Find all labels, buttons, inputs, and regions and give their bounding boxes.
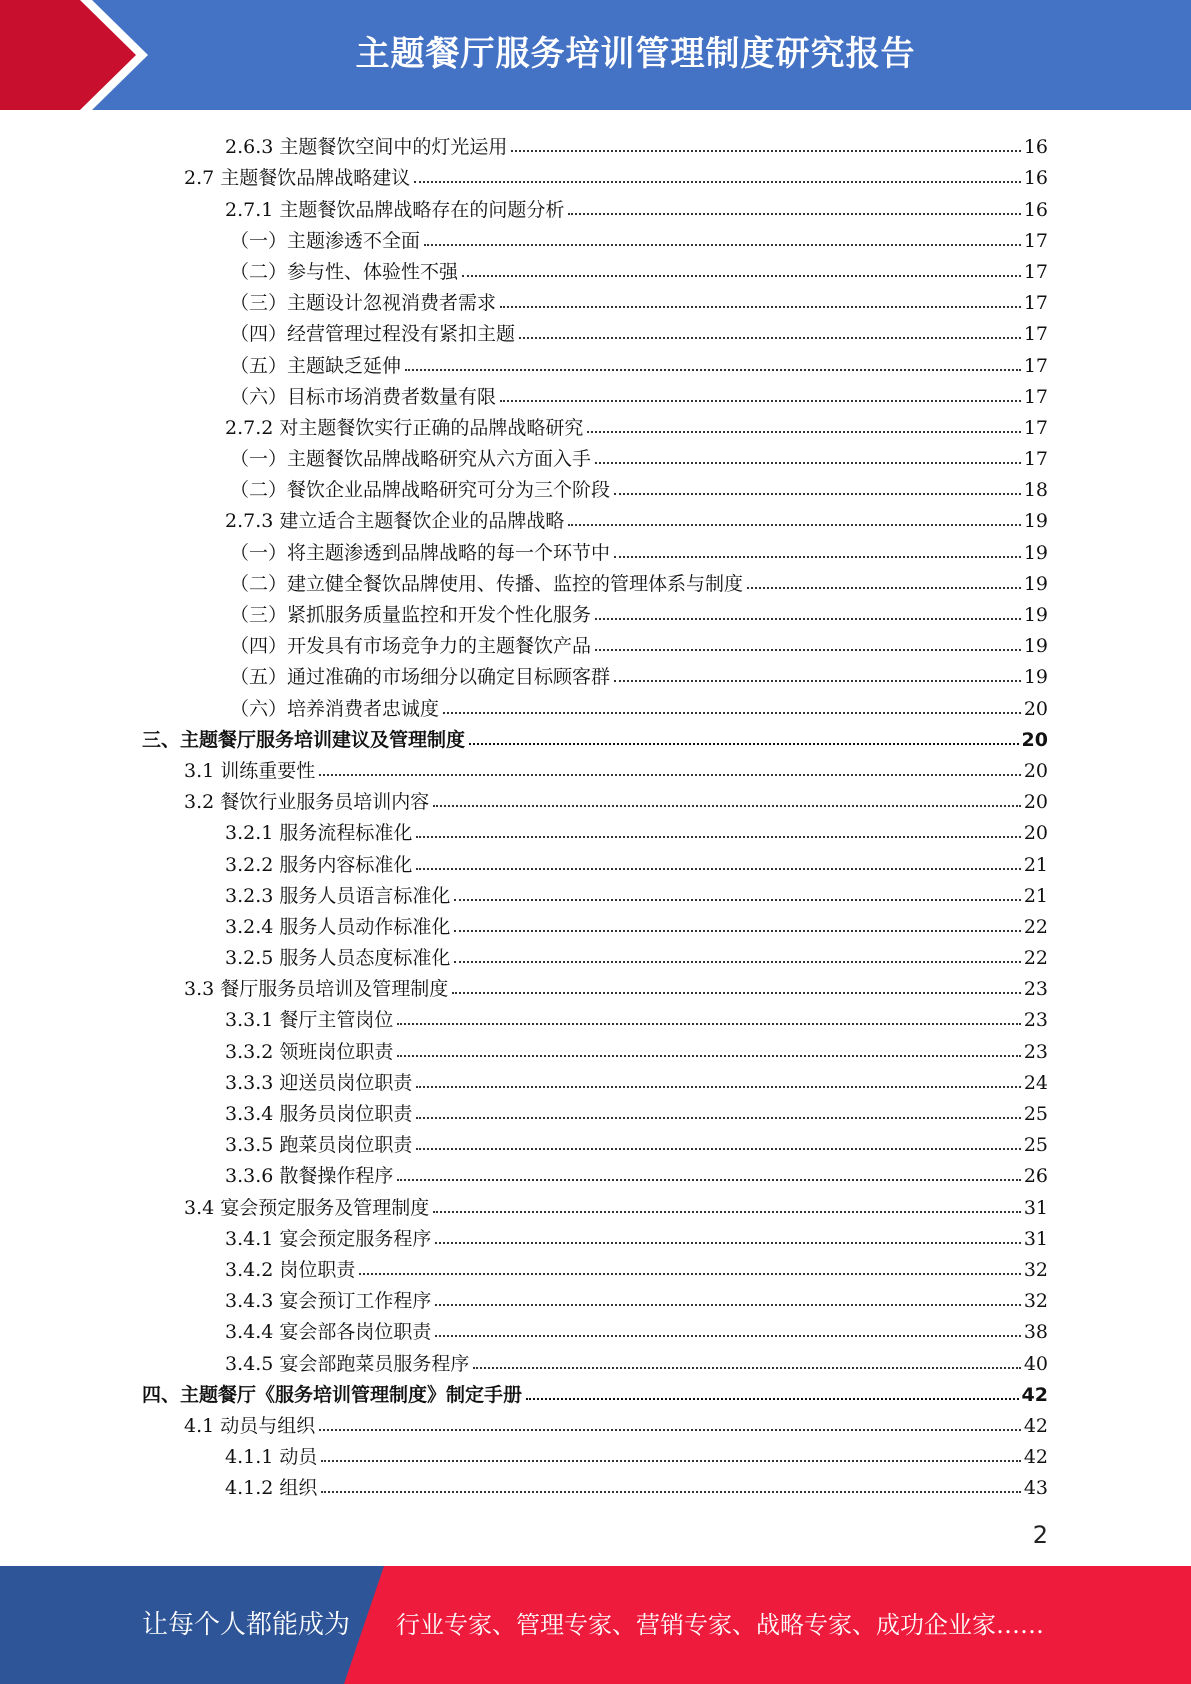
toc-entry-page: 20 bbox=[1023, 759, 1048, 782]
toc-entry-page: 21 bbox=[1023, 884, 1048, 907]
toc-entry-title: 3.3.5 跑菜员岗位职责 bbox=[225, 1134, 413, 1157]
header-arrow-decoration bbox=[0, 0, 160, 110]
toc-dot-leader bbox=[469, 743, 1019, 745]
toc-entry[interactable] bbox=[0, 314, 1191, 345]
toc-entry-title: 2.7.3 建立适合主题餐饮企业的品牌战略 bbox=[225, 510, 565, 533]
toc-entry-page: 16 bbox=[1023, 136, 1048, 159]
toc-dot-leader bbox=[500, 400, 1021, 402]
toc-entry-title: 3.2.4 服务人员动作标准化 bbox=[225, 915, 451, 938]
toc-entry-page: 23 bbox=[1023, 978, 1048, 1001]
toc-entry-title: （三）主题设计忽视消费者需求 bbox=[230, 292, 497, 315]
toc-entry-title: 3.3 餐厅服务员培训及管理制度 bbox=[184, 978, 449, 1001]
toc-entry-page: 32 bbox=[1023, 1258, 1048, 1281]
toc-entry[interactable] bbox=[0, 657, 1191, 688]
toc-entry[interactable] bbox=[0, 158, 1191, 189]
toc-dot-leader bbox=[595, 462, 1021, 464]
toc-entry[interactable] bbox=[0, 813, 1191, 844]
toc-dot-leader bbox=[435, 1335, 1020, 1337]
toc-entry-page: 19 bbox=[1023, 635, 1048, 658]
toc-entry-title: 3.4 宴会预定服务及管理制度 bbox=[184, 1196, 430, 1219]
toc-entry-page: 42 bbox=[1021, 1383, 1048, 1406]
toc-entry-page: 16 bbox=[1023, 167, 1048, 190]
toc-entry-page: 17 bbox=[1023, 260, 1048, 283]
toc-entry-page: 17 bbox=[1023, 229, 1048, 252]
toc-entry[interactable] bbox=[0, 1250, 1191, 1281]
toc-entry-page: 22 bbox=[1023, 915, 1048, 938]
footer-slogan-right: 行业专家、管理专家、营销专家、战略专家、成功企业家…… bbox=[396, 1611, 1044, 1639]
toc-entry-title: （一）主题餐饮品牌战略研究从六方面入手 bbox=[230, 448, 592, 471]
toc-entry[interactable] bbox=[0, 345, 1191, 376]
toc-entry-page: 21 bbox=[1023, 853, 1048, 876]
toc-entry[interactable] bbox=[0, 907, 1191, 938]
toc-entry-title: 3.2.1 服务流程标准化 bbox=[225, 822, 413, 845]
toc-entry[interactable] bbox=[0, 844, 1191, 875]
toc-entry-title: 2.7 主题餐饮品牌战略建议 bbox=[184, 167, 411, 190]
toc-entry-page: 19 bbox=[1023, 510, 1048, 533]
toc-dot-leader bbox=[595, 618, 1021, 620]
toc-dot-leader bbox=[443, 712, 1021, 714]
toc-entry-page: 25 bbox=[1023, 1134, 1048, 1157]
toc-entry[interactable] bbox=[0, 408, 1191, 439]
toc-entry-title: 2.7.1 主题餐饮品牌战略存在的问题分析 bbox=[225, 198, 565, 221]
toc-entry-title: 3.4.3 宴会预订工作程序 bbox=[225, 1290, 432, 1313]
toc-dot-leader bbox=[595, 649, 1021, 651]
toc-entry[interactable] bbox=[0, 221, 1191, 252]
toc-dot-leader bbox=[405, 369, 1021, 371]
toc-entry-page: 19 bbox=[1023, 572, 1048, 595]
toc-entry-title: 3.2.3 服务人员语言标准化 bbox=[225, 884, 451, 907]
toc-entry[interactable] bbox=[0, 876, 1191, 907]
toc-entry[interactable] bbox=[0, 283, 1191, 314]
toc-entry-page: 24 bbox=[1023, 1071, 1048, 1094]
toc-entry-title: （五）通过准确的市场细分以确定目标顾客群 bbox=[230, 666, 611, 689]
toc-entry[interactable] bbox=[0, 1031, 1191, 1062]
toc-entry[interactable] bbox=[0, 189, 1191, 220]
toc-dot-leader bbox=[416, 1148, 1020, 1150]
toc-entry[interactable] bbox=[0, 1063, 1191, 1094]
toc-entry-page: 19 bbox=[1023, 604, 1048, 626]
toc-entry-title: 3.4.2 岗位职责 bbox=[225, 1258, 356, 1281]
toc-entry-page: 16 bbox=[1023, 198, 1048, 221]
page-number: 2 bbox=[1032, 1521, 1048, 1549]
toc-dot-leader bbox=[321, 1460, 1020, 1462]
toc-dot-leader bbox=[433, 805, 1021, 807]
page-header bbox=[0, 0, 1191, 110]
toc-entry[interactable] bbox=[0, 1375, 1191, 1406]
toc-dot-leader bbox=[319, 774, 1021, 776]
toc-entry-page: 17 bbox=[1023, 416, 1048, 439]
toc-entry-page: 17 bbox=[1023, 385, 1048, 408]
toc-entry-page: 17 bbox=[1023, 448, 1048, 471]
toc-entry-page: 17 bbox=[1023, 354, 1048, 377]
toc-entry-title: 3.3.1 餐厅主管岗位 bbox=[225, 1009, 394, 1032]
toc-dot-leader bbox=[433, 1211, 1021, 1213]
toc-entry-title: 3.2.2 服务内容标准化 bbox=[225, 853, 413, 876]
toc-dot-leader bbox=[416, 868, 1020, 870]
toc-entry-title: 3.2.5 服务人员态度标准化 bbox=[225, 947, 451, 970]
toc-entry[interactable] bbox=[0, 938, 1191, 969]
toc-entry-page: 26 bbox=[1023, 1165, 1048, 1188]
page-footer bbox=[0, 1566, 1191, 1684]
toc-entry-title: （六）培养消费者忠诚度 bbox=[230, 697, 440, 720]
toc-dot-leader bbox=[568, 213, 1020, 215]
toc-dot-leader bbox=[462, 275, 1021, 277]
toc-entry-page: 40 bbox=[1023, 1352, 1048, 1375]
toc-dot-leader bbox=[416, 1086, 1020, 1088]
toc-entry[interactable] bbox=[0, 377, 1191, 408]
toc-entry-page: 20 bbox=[1023, 791, 1048, 814]
toc-entry[interactable] bbox=[0, 1094, 1191, 1125]
toc-dot-leader bbox=[424, 244, 1021, 246]
toc-entry-page: 18 bbox=[1023, 479, 1048, 502]
toc-entry-page: 38 bbox=[1023, 1321, 1048, 1344]
toc-dot-leader bbox=[435, 1242, 1020, 1244]
toc-entry[interactable] bbox=[0, 1125, 1191, 1156]
toc-dot-leader bbox=[747, 587, 1021, 589]
toc-entry-title: 2.7.2 对主题餐饮实行正确的品牌战略研究 bbox=[225, 416, 584, 439]
toc-entry-title: 3.3.2 领班岗位职责 bbox=[225, 1040, 394, 1063]
toc-dot-leader bbox=[416, 836, 1020, 838]
toc-dot-leader bbox=[319, 1429, 1021, 1431]
toc-entry[interactable] bbox=[0, 532, 1191, 563]
toc-entry[interactable] bbox=[0, 688, 1191, 719]
toc-dot-leader bbox=[568, 524, 1020, 526]
table-of-contents bbox=[0, 127, 1191, 1499]
toc-entry-title: 3.4.1 宴会预定服务程序 bbox=[225, 1227, 432, 1250]
toc-dot-leader bbox=[614, 556, 1021, 558]
toc-entry-title: 三、主题餐厅服务培训建议及管理制度 bbox=[142, 728, 466, 751]
toc-entry-title: 4.1 动员与组织 bbox=[184, 1414, 316, 1437]
toc-dot-leader bbox=[321, 1491, 1020, 1493]
toc-entry-title: 3.3.4 服务员岗位职责 bbox=[225, 1103, 413, 1125]
toc-entry-title: （三）紧抓服务质量监控和开发个性化服务 bbox=[230, 604, 592, 626]
toc-entry-title: （二）餐饮企业品牌战略研究可分为三个阶段 bbox=[230, 479, 611, 502]
toc-entry-page: 31 bbox=[1023, 1196, 1048, 1219]
toc-entry-page: 22 bbox=[1023, 947, 1048, 970]
toc-entry[interactable] bbox=[0, 1219, 1191, 1250]
toc-entry[interactable] bbox=[0, 1312, 1191, 1343]
toc-entry[interactable] bbox=[0, 1343, 1191, 1374]
toc-dot-leader bbox=[454, 961, 1020, 963]
toc-entry-page: 20 bbox=[1023, 822, 1048, 845]
toc-entry[interactable] bbox=[0, 1156, 1191, 1187]
toc-dot-leader bbox=[519, 337, 1021, 339]
toc-entry-page: 42 bbox=[1023, 1414, 1048, 1437]
toc-dot-leader bbox=[454, 899, 1020, 901]
toc-entry-page: 31 bbox=[1023, 1227, 1048, 1250]
toc-entry[interactable] bbox=[0, 751, 1191, 782]
toc-entry-page: 20 bbox=[1021, 728, 1048, 751]
toc-dot-leader bbox=[359, 1273, 1020, 1275]
toc-entry[interactable] bbox=[0, 470, 1191, 501]
toc-entry-title: （二）建立健全餐饮品牌使用、传播、监控的管理体系与制度 bbox=[230, 572, 744, 595]
toc-entry[interactable] bbox=[0, 782, 1191, 813]
toc-entry[interactable] bbox=[0, 252, 1191, 283]
toc-entry-page: 32 bbox=[1023, 1290, 1048, 1313]
toc-entry[interactable] bbox=[0, 439, 1191, 470]
toc-entry-title: （四）经营管理过程没有紧扣主题 bbox=[230, 323, 516, 346]
toc-entry[interactable] bbox=[0, 564, 1191, 595]
toc-entry-title: 3.3.6 散餐操作程序 bbox=[225, 1165, 394, 1188]
toc-entry[interactable] bbox=[0, 595, 1191, 626]
toc-entry-title: 2.6.3 主题餐饮空间中的灯光运用 bbox=[225, 136, 508, 159]
toc-entry-title: 3.4.5 宴会部跑菜员服务程序 bbox=[225, 1352, 470, 1375]
toc-entry[interactable] bbox=[0, 1406, 1191, 1437]
toc-entry-page: 23 bbox=[1023, 1040, 1048, 1063]
toc-dot-leader bbox=[452, 992, 1021, 994]
footer-slogan-left: 让每个人都能成为 bbox=[142, 1610, 351, 1640]
toc-dot-leader bbox=[397, 1179, 1020, 1181]
toc-entry-title: 四、主题餐厅《服务培训管理制度》制定手册 bbox=[142, 1383, 523, 1406]
toc-entry[interactable] bbox=[0, 1437, 1191, 1468]
toc-entry[interactable] bbox=[0, 720, 1191, 751]
toc-entry[interactable] bbox=[0, 1281, 1191, 1312]
document-title: 主题餐厅服务培训管理制度研究报告 bbox=[355, 34, 916, 74]
toc-dot-leader bbox=[614, 680, 1021, 682]
toc-entry-page: 17 bbox=[1023, 292, 1048, 315]
toc-entry-page: 23 bbox=[1023, 1009, 1048, 1032]
toc-entry-title: （一）将主题渗透到品牌战略的每一个环节中 bbox=[230, 541, 611, 564]
toc-dot-leader bbox=[511, 150, 1020, 152]
toc-dot-leader bbox=[416, 1117, 1020, 1119]
toc-dot-leader bbox=[614, 493, 1021, 495]
toc-entry[interactable] bbox=[0, 127, 1191, 158]
toc-dot-leader bbox=[435, 1304, 1020, 1306]
toc-entry[interactable] bbox=[0, 969, 1191, 1000]
toc-entry-page: 19 bbox=[1023, 541, 1048, 564]
toc-entry-title: （五）主题缺乏延伸 bbox=[230, 354, 402, 377]
toc-entry-title: 4.1.2 组织 bbox=[225, 1477, 318, 1500]
toc-entry-page: 42 bbox=[1023, 1446, 1048, 1469]
toc-entry-title: （六）目标市场消费者数量有限 bbox=[230, 385, 497, 408]
toc-entry-page: 17 bbox=[1023, 323, 1048, 346]
toc-dot-leader bbox=[414, 181, 1021, 183]
toc-entry-page: 19 bbox=[1023, 666, 1048, 689]
toc-entry[interactable] bbox=[0, 1187, 1191, 1218]
toc-entry-title: （二）参与性、体验性不强 bbox=[230, 260, 459, 283]
toc-entry[interactable] bbox=[0, 1468, 1191, 1499]
toc-dot-leader bbox=[397, 1023, 1020, 1025]
toc-dot-leader bbox=[473, 1367, 1020, 1369]
toc-entry-title: 4.1.1 动员 bbox=[225, 1446, 318, 1469]
toc-entry-page: 43 bbox=[1023, 1477, 1048, 1500]
toc-entry-title: 3.1 训练重要性 bbox=[184, 759, 316, 782]
toc-entry[interactable] bbox=[0, 626, 1191, 657]
toc-entry-title: （一）主题渗透不全面 bbox=[230, 229, 421, 252]
toc-dot-leader bbox=[500, 306, 1021, 308]
toc-entry[interactable] bbox=[0, 501, 1191, 532]
toc-entry-page: 25 bbox=[1023, 1103, 1048, 1125]
toc-dot-leader bbox=[397, 1055, 1020, 1057]
toc-entry-title: 3.2 餐饮行业服务员培训内容 bbox=[184, 791, 430, 814]
toc-dot-leader bbox=[454, 930, 1020, 932]
toc-entry[interactable] bbox=[0, 1000, 1191, 1031]
toc-entry-title: 3.4.4 宴会部各岗位职责 bbox=[225, 1321, 432, 1344]
toc-dot-leader bbox=[587, 431, 1020, 433]
toc-entry-title: （四）开发具有市场竞争力的主题餐饮产品 bbox=[230, 635, 592, 658]
toc-entry-title: 3.3.3 迎送员岗位职责 bbox=[225, 1071, 413, 1094]
toc-dot-leader bbox=[526, 1398, 1019, 1400]
toc-entry-page: 20 bbox=[1023, 697, 1048, 720]
